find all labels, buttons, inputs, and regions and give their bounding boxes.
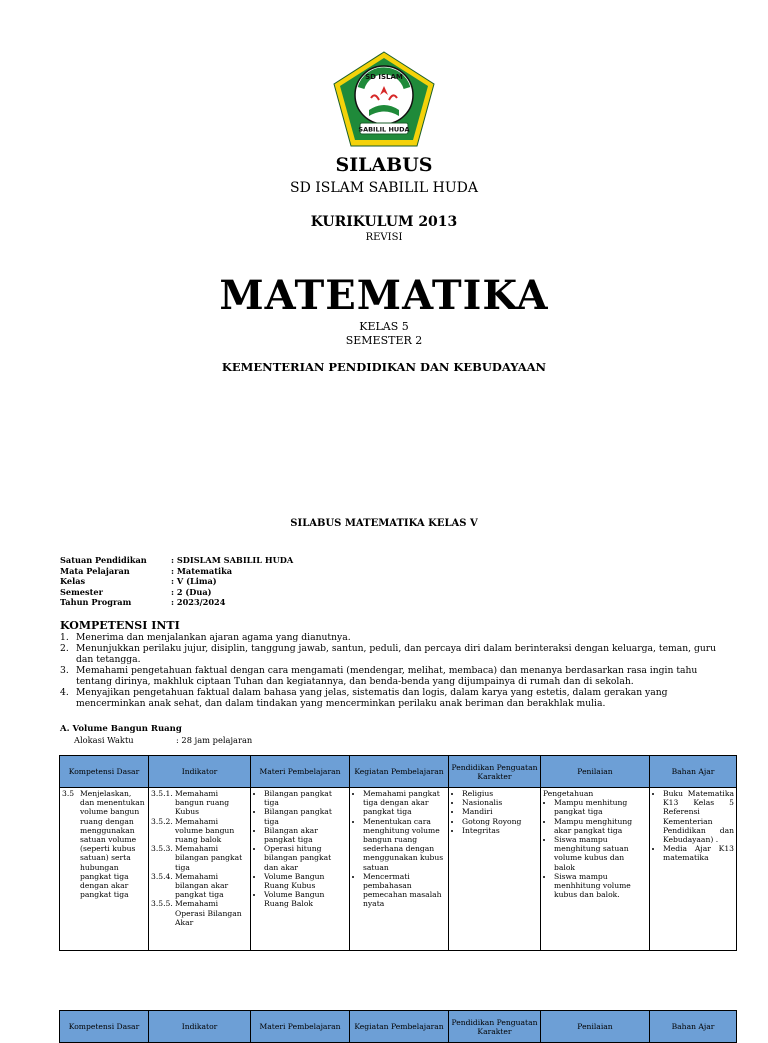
ki-text: Menyajikan pengetahuan faktual dalam bahasa yang jelas, sistematis dan logis, dalam karya yang estetis, dalam gerakan yang mencerminkan anak sehat, dan dalam tindakan yang mencerminkan perilaku anak beriman dan berakhlak mulia.	[76, 687, 668, 709]
list-item: • Gotong Royong	[462, 817, 538, 826]
karakter-cell	[449, 788, 541, 951]
time-allocation-value: : 28 jam pelajaran	[176, 735, 253, 745]
list-item: • Media Ajar K13 matematika	[663, 844, 734, 862]
column-header: Pendidikan Penguatan Karakter	[449, 1011, 541, 1043]
column-header: Indikator	[149, 1011, 251, 1043]
time-allocation	[74, 735, 252, 745]
ki-number: 1.	[60, 632, 69, 643]
ki-text: Menunjukkan perilaku jujur, disiplin, tanggung jawab, santun, peduli, dan percaya diri dalam berinteraksi dengan keluarga, teman, guru dan tetangga.	[76, 643, 717, 665]
syllabus-subtitle: SILABUS MATEMATIKA KELAS V	[290, 518, 478, 529]
list-item: • Bilangan akar pangkat tiga	[264, 826, 347, 844]
list-item: • Volume Bangun Ruang Kubus	[264, 872, 347, 890]
list-item: • Memahami pangkat tiga dengan akar pangkat tiga	[363, 789, 446, 817]
column-header: Bahan Ajar	[650, 756, 737, 788]
indikator-text: Memahami bilangan pangkat tiga	[175, 844, 243, 872]
info-row	[60, 566, 293, 577]
kd-number: 3.5	[62, 789, 75, 798]
info-row	[60, 587, 293, 598]
info-key: Semester	[60, 586, 103, 597]
ministry-label: KEMENTERIAN PENDIDIKAN DAN KEBUDAYAAN	[221, 360, 547, 374]
list-item	[60, 665, 724, 687]
list-item: • Integritas	[462, 826, 538, 835]
column-header: Penilaian	[541, 756, 650, 788]
indikator-number: 3.5.4.	[151, 871, 173, 881]
list-item	[151, 899, 248, 927]
column-header: Kegiatan Pembelajaran	[350, 756, 449, 788]
list-item	[151, 872, 248, 900]
info-key: Tahun Program	[60, 597, 132, 607]
svg-text:SABILIL HUDA: SABILIL HUDA	[358, 125, 410, 134]
list-item	[151, 844, 248, 872]
list-item: • Religius	[462, 789, 538, 798]
list-item: • Bilangan pangkat tiga	[264, 789, 347, 807]
table-header-row	[60, 1011, 737, 1043]
list-item: • Siswa mampu menghitung satuan volume kubus dan balok	[554, 835, 647, 872]
indikator-text: Memahami bilangan akar pangkat tiga	[175, 871, 229, 900]
materi-cell	[251, 788, 350, 951]
list-item: • Mampu menhitung pangkat tiga	[554, 798, 647, 816]
school-name: SD ISLAM SABILIL HUDA	[289, 180, 478, 196]
info-row	[60, 597, 293, 608]
indikator-cell	[149, 788, 251, 951]
list-item	[60, 643, 724, 665]
curriculum-label: KURIKULUM 2013	[310, 214, 458, 230]
ki-heading: KOMPETENSI INTI	[60, 619, 180, 632]
ki-number: 2.	[60, 643, 69, 654]
column-header: Penilaian	[541, 1011, 650, 1043]
info-value: : SDISLAM SABILIL HUDA	[171, 555, 294, 565]
indikator-text: Memahami Operasi Bilangan Akar	[175, 899, 242, 927]
kegiatan-cell	[350, 788, 449, 951]
column-header: Bahan Ajar	[650, 1011, 737, 1043]
info-value: : V (Lima)	[171, 576, 217, 586]
column-header: Kompetensi Dasar	[60, 756, 149, 788]
ki-list	[60, 632, 724, 709]
penilaian-title: Pengetahuan	[543, 789, 594, 798]
list-item: • Volume Bangun Ruang Balok	[264, 890, 347, 908]
column-header: Pendidikan Penguatan Karakter	[449, 756, 541, 788]
ki-text: Menerima dan menjalankan ajaran agama yang dianutnya.	[76, 632, 351, 643]
syllabus-table-continued	[59, 1010, 737, 1043]
time-allocation-label: Alokasi Waktu	[74, 735, 134, 745]
syllabus-table	[59, 755, 737, 951]
list-item	[151, 789, 248, 817]
info-row	[60, 576, 293, 587]
list-item	[151, 817, 248, 845]
section-heading: A. Volume Bangun Ruang	[60, 724, 182, 734]
ki-number: 3.	[60, 665, 69, 676]
kd-text: Menjelaskan, dan menentukan volume bangun ruang dengan menggunakan satuan volume (seperti kubus satuan) serta hubungan pangkat tiga dengan akar pangkat tiga	[80, 789, 145, 900]
list-item: • Nasionalis	[462, 798, 538, 807]
list-item: • Bilangan pangkat tiga	[264, 807, 347, 825]
table-header-row	[60, 756, 737, 788]
indikator-number: 3.5.3.	[151, 844, 173, 854]
list-item: • Operasi hitung bilangan pangkat dan akar	[264, 844, 347, 872]
info-key: Satuan Pendidikan	[60, 555, 147, 565]
table-row	[60, 788, 737, 951]
info-table	[60, 555, 293, 608]
indikator-number: 3.5.1.	[151, 789, 173, 798]
school-logo	[331, 50, 437, 148]
class-label: KELAS 5	[359, 320, 409, 333]
info-value: : 2 (Dua)	[171, 586, 212, 597]
subject-title: MATEMATIKA	[219, 272, 549, 319]
info-key: Mata Pelajaran	[60, 565, 130, 576]
list-item: • Mencermati pembahasan pemecahan masalah nyata	[363, 872, 446, 909]
info-value: : 2023/2024	[171, 597, 226, 607]
column-header: Indikator	[149, 756, 251, 788]
list-item: • Menentukan cara menghitung volume bangun ruang sederhana dengan menggunakan kubus satuan	[363, 817, 446, 872]
indikator-number: 3.5.5.	[151, 899, 173, 909]
ki-number: 4.	[60, 687, 69, 698]
indikator-number: 3.5.2.	[151, 816, 173, 826]
document-title: SILABUS	[335, 154, 433, 176]
list-item	[60, 632, 724, 643]
list-item: • Mandiri	[462, 807, 538, 816]
revision-label: REVISI	[365, 232, 403, 243]
list-item: • Buku Matematika K13 Kelas 5 Referensi Kementerian Pendidikan dan Kebudayaan) .	[663, 789, 734, 844]
column-header: Materi Pembelajaran	[251, 756, 350, 788]
column-header: Kompetensi Dasar	[60, 1011, 149, 1043]
ki-text: Memahami pengetahuan faktual dengan cara mengamati (mendengar, melihat, membaca) dan menanya berdasarkan rasa ingin tahu tentang dirinya, makhluk ciptaan Tuhan dan kegiatannya, dan benda-benda yang dijumpainya di rumah dan di sekolah.	[76, 665, 698, 687]
svg-text:SD ISLAM: SD ISLAM	[365, 73, 403, 81]
column-header: Materi Pembelajaran	[251, 1011, 350, 1043]
kd-cell	[60, 788, 149, 951]
indikator-text: Memahami bangun ruang Kubus	[175, 789, 230, 817]
penilaian-cell	[541, 788, 650, 951]
info-key: Kelas	[60, 576, 86, 586]
info-row	[60, 555, 293, 566]
info-value: : Matematika	[171, 565, 233, 576]
list-item: • Mampu menghitung akar pangkat tiga	[554, 817, 647, 835]
column-header: Kegiatan Pembelajaran	[350, 1011, 449, 1043]
list-item	[60, 687, 724, 709]
list-item: • Siswa mampu menhhitung volume kubus dan balok.	[554, 872, 647, 900]
semester-label: SEMESTER 2	[345, 334, 423, 347]
indikator-text: Memahami volume bangun ruang balok	[175, 816, 235, 845]
bahan-cell	[650, 788, 737, 951]
